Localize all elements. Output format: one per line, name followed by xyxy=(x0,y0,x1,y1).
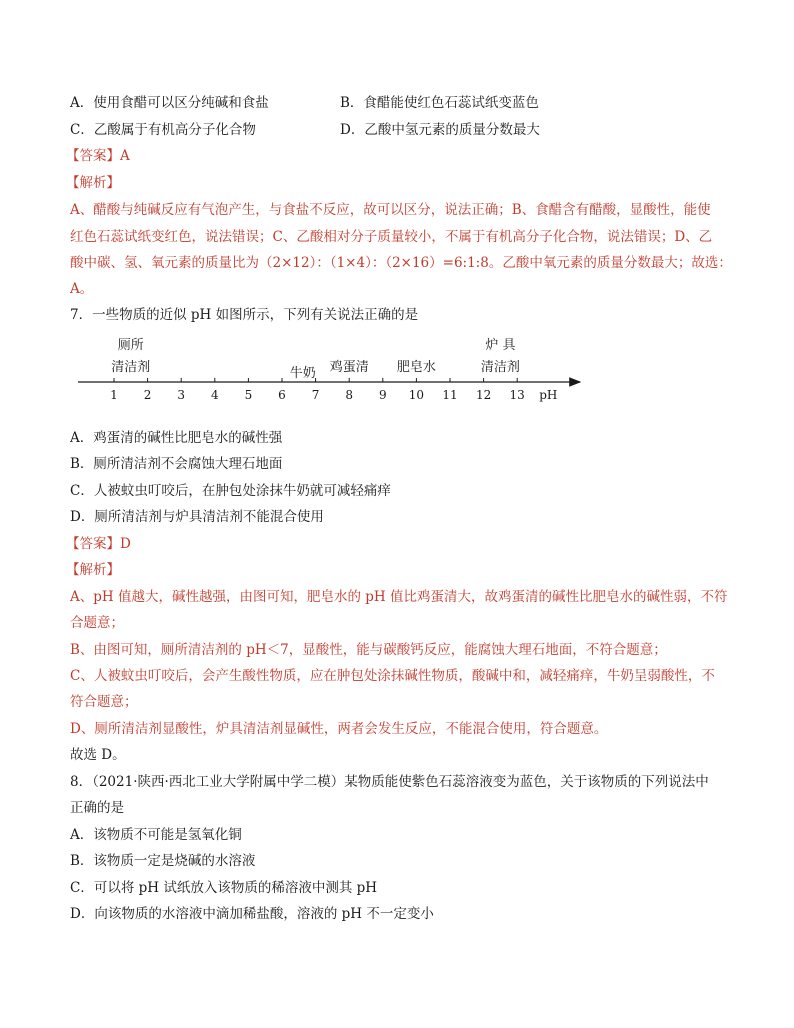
q7-stem: 7．一些物质的近似 pH 如图所示，下列有关说法正确的是 xyxy=(70,307,419,323)
q6-analysis-label: 【解析】 xyxy=(66,175,120,191)
q8-stem: 正确的是 xyxy=(70,800,124,816)
q6-option-c: C．乙酸属于有机高分子化合物 xyxy=(70,122,256,138)
q6-option-b: B．食醋能使红色石蕊试纸变蓝色 xyxy=(340,95,539,111)
ph-substance-label: 厕所 xyxy=(117,338,144,353)
ph-scale-svg xyxy=(70,333,590,413)
q6-option-a: A．使用食醋可以区分纯碱和食盐 xyxy=(70,95,269,111)
ph-tick-label: 11 xyxy=(442,388,458,402)
q7-option-d: D．厕所清洁剂与炉具清洁剂不能混合使用 xyxy=(70,509,324,525)
ph-tick-label: 12 xyxy=(475,388,492,402)
q7-analysis-line: 合题意； xyxy=(70,615,124,631)
ph-tick-label: 1 xyxy=(110,388,118,402)
ph-substance-label: 清洁剂 xyxy=(480,360,520,375)
q7-option-a: A．鸡蛋清的碱性比肥皂水的碱性强 xyxy=(70,430,283,446)
q6-option-d: D．乙酸中氢元素的质量分数最大 xyxy=(340,122,540,138)
ph-tick-label: 6 xyxy=(278,388,286,402)
ph-tick-label: 4 xyxy=(210,388,219,402)
q7-option-c: C．人被蚊虫叮咬后，在肿包处涂抹牛奶就可减轻痛痒 xyxy=(70,483,391,499)
ph-tick-label: 9 xyxy=(378,388,387,402)
q7-conclusion: 故选 D。 xyxy=(70,747,126,763)
ph-substance-label: 牛奶 xyxy=(289,366,316,381)
ph-tick-label: 3 xyxy=(177,388,186,402)
ph-substance-label: 肥皂水 xyxy=(396,360,436,375)
q6-analysis-line: A、醋酸与纯碱反应有气泡产生，与食盐不反应，故可以区分，说法正确；B、食醋含有醋酸，显酸性，能使 xyxy=(70,202,711,218)
q8-option-a: A．该物质不可能是氢氧化铜 xyxy=(70,827,242,843)
ph-tick-label: 2 xyxy=(143,388,152,402)
q6-analysis-line: 红色石蕊试纸变红色，说法错误；C、乙酸相对分子质量较小，不属于有机高分子化合物，说法错误；D、乙 xyxy=(70,229,713,245)
q6-analysis-line: A。 xyxy=(70,281,94,297)
q7-analysis-line: C、人被蚊虫叮咬后，会产生酸性物质，应在肿包处涂抹碱性物质，酸碱中和，减轻痛痒，牛奶呈弱酸性，不 xyxy=(70,668,715,684)
q8-stem: 8．（2021·陕西·西北工业大学附属中学二模）某物质能使紫色石蕊溶液变为蓝色，关于该物质的下列说法中 xyxy=(70,774,709,790)
ph-tick-label: 5 xyxy=(244,388,253,402)
ph-tick-label: 10 xyxy=(408,388,425,402)
ph-tick-label: 7 xyxy=(311,388,320,402)
q7-option-b: B．厕所清洁剂不会腐蚀大理石地面 xyxy=(70,456,283,472)
q7-analysis-line: 符合题意； xyxy=(70,694,138,710)
q7-answer: 【答案】D xyxy=(66,536,131,552)
ph-scale-chart xyxy=(70,333,590,413)
q7-analysis-line: D、厕所清洁剂显酸性，炉具清洁剂显碱性，两者会发生反应，不能混合使用，符合题意。 xyxy=(70,721,608,737)
ph-substance-label: 鸡蛋清 xyxy=(329,360,369,375)
q7-analysis-label: 【解析】 xyxy=(66,562,120,578)
q8-option-d: D．向该物质的水溶液中滴加稀盐酸，溶液的 pH 不一定变小 xyxy=(70,906,434,922)
ph-axis-label: pH xyxy=(539,388,558,402)
ph-substance-label: 清洁剂 xyxy=(111,360,151,375)
ph-tick-label: 13 xyxy=(509,388,525,402)
q7-analysis-line: B、由图可知，厕所清洁剂的 pH＜7，显酸性，能与碳酸钙反应，能腐蚀大理石地面，不符合题意； xyxy=(70,642,667,658)
q6-analysis-line: 酸中碳、氢、氧元素的质量比为（2×12）：（1×4）：（2×16）=6:1:8。乙酸中氧元素的质量分数最大；故选： xyxy=(70,255,732,271)
q8-option-b: B．该物质一定是烧碱的水溶液 xyxy=(70,853,256,869)
ph-tick-label: 8 xyxy=(345,388,354,402)
q7-analysis-line: A、pH 值越大，碱性越强，由图可知，肥皂水的 pH 值比鸡蛋清大，故鸡蛋清的碱性比肥皂水的碱性弱，不符 xyxy=(70,589,728,605)
q6-answer: 【答案】A xyxy=(66,148,130,164)
q8-option-c: C．可以将 pH 试纸放入该物质的稀溶液中测其 pH xyxy=(70,880,378,896)
ph-substance-label: 炉 具 xyxy=(485,338,516,353)
